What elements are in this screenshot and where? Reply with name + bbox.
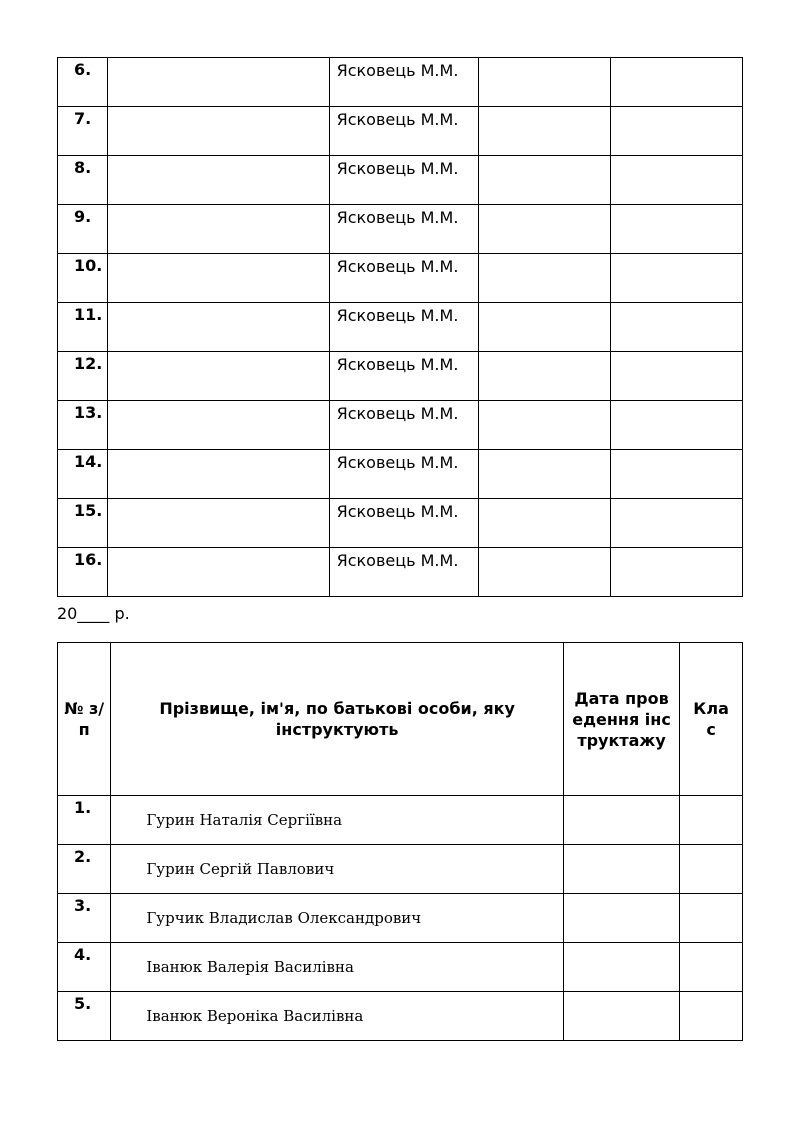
- name-cell: [107, 58, 329, 107]
- person-name-cell: Гурин Наталія Сергіївна: [111, 796, 564, 845]
- date-cell: [563, 992, 679, 1041]
- row-number: 4.: [58, 943, 111, 992]
- instructor-cell: Ясковець М.М.: [329, 254, 479, 303]
- class-cell: [680, 992, 743, 1041]
- table-row: [58, 156, 743, 205]
- table-row: [58, 58, 743, 107]
- date-cell: [479, 107, 611, 156]
- date-cell: [479, 303, 611, 352]
- row-number: 3.: [58, 894, 111, 943]
- class-cell: [680, 894, 743, 943]
- date-cell: [479, 450, 611, 499]
- table-row: [58, 401, 743, 450]
- row-number: 6.: [58, 58, 108, 107]
- table-row: [58, 943, 743, 992]
- signature-cell: [611, 548, 743, 597]
- date-cell: [479, 401, 611, 450]
- table-row: [58, 499, 743, 548]
- date-cell: [479, 352, 611, 401]
- header-full-name: Прізвище, ім'я, по батькові особи, яку інструктують: [111, 643, 564, 796]
- row-number: 13.: [58, 401, 108, 450]
- table-row: [58, 894, 743, 943]
- instructor-cell: Ясковець М.М.: [329, 303, 479, 352]
- person-name-cell: Гурчик Владислав Олександрович: [111, 894, 564, 943]
- instructor-cell: Ясковець М.М.: [329, 548, 479, 597]
- row-number: 14.: [58, 450, 108, 499]
- table-header-row: [58, 643, 743, 796]
- table-row: [58, 254, 743, 303]
- row-number: 5.: [58, 992, 111, 1041]
- instructor-cell: Ясковець М.М.: [329, 205, 479, 254]
- table-row: [58, 450, 743, 499]
- date-cell: [479, 548, 611, 597]
- person-name-cell: Гурин Сергій Павлович: [111, 845, 564, 894]
- date-cell: [563, 894, 679, 943]
- row-number: 2.: [58, 845, 111, 894]
- table-row: [58, 845, 743, 894]
- signature-cell: [611, 205, 743, 254]
- row-number: 10.: [58, 254, 108, 303]
- person-name-cell: Іванюк Вероніка Василівна: [111, 992, 564, 1041]
- signature-cell: [611, 352, 743, 401]
- table-row: [58, 796, 743, 845]
- name-cell: [107, 205, 329, 254]
- table-row: [58, 303, 743, 352]
- row-number: 8.: [58, 156, 108, 205]
- name-cell: [107, 499, 329, 548]
- date-cell: [479, 254, 611, 303]
- instructor-cell: Ясковець М.М.: [329, 499, 479, 548]
- header-number: № з/п: [58, 643, 111, 796]
- class-cell: [680, 796, 743, 845]
- instructor-cell: Ясковець М.М.: [329, 107, 479, 156]
- instructor-cell: Ясковець М.М.: [329, 401, 479, 450]
- signature-cell: [611, 450, 743, 499]
- header-class: Клас: [680, 643, 743, 796]
- year-line: 20____ р.: [57, 604, 130, 623]
- signature-cell: [611, 107, 743, 156]
- row-number: 15.: [58, 499, 108, 548]
- class-cell: [680, 943, 743, 992]
- header-instruction-date: Дата проведення інструктажу: [563, 643, 679, 796]
- class-cell: [680, 845, 743, 894]
- row-number: 9.: [58, 205, 108, 254]
- name-cell: [107, 352, 329, 401]
- table-row: [58, 352, 743, 401]
- table-row: [58, 548, 743, 597]
- signature-cell: [611, 254, 743, 303]
- name-cell: [107, 156, 329, 205]
- name-cell: [107, 107, 329, 156]
- instructor-cell: Ясковець М.М.: [329, 450, 479, 499]
- row-number: 7.: [58, 107, 108, 156]
- instructor-cell: Ясковець М.М.: [329, 156, 479, 205]
- table-row: [58, 205, 743, 254]
- name-cell: [107, 450, 329, 499]
- date-cell: [479, 156, 611, 205]
- signature-cell: [611, 401, 743, 450]
- row-number: 11.: [58, 303, 108, 352]
- table-row: [58, 107, 743, 156]
- instruction-log-table-bottom: [57, 642, 743, 1041]
- signature-cell: [611, 499, 743, 548]
- name-cell: [107, 303, 329, 352]
- row-number: 16.: [58, 548, 108, 597]
- date-cell: [479, 499, 611, 548]
- row-number: 1.: [58, 796, 111, 845]
- date-cell: [563, 796, 679, 845]
- date-cell: [479, 205, 611, 254]
- person-name-cell: Іванюк Валерія Василівна: [111, 943, 564, 992]
- instructor-cell: Ясковець М.М.: [329, 352, 479, 401]
- signature-cell: [611, 156, 743, 205]
- name-cell: [107, 254, 329, 303]
- date-cell: [563, 845, 679, 894]
- table-row: [58, 992, 743, 1041]
- instructor-cell: Ясковець М.М.: [329, 58, 479, 107]
- signature-cell: [611, 303, 743, 352]
- date-cell: [563, 943, 679, 992]
- name-cell: [107, 401, 329, 450]
- name-cell: [107, 548, 329, 597]
- date-cell: [479, 58, 611, 107]
- instruction-log-table-top: [57, 57, 743, 597]
- row-number: 12.: [58, 352, 108, 401]
- signature-cell: [611, 58, 743, 107]
